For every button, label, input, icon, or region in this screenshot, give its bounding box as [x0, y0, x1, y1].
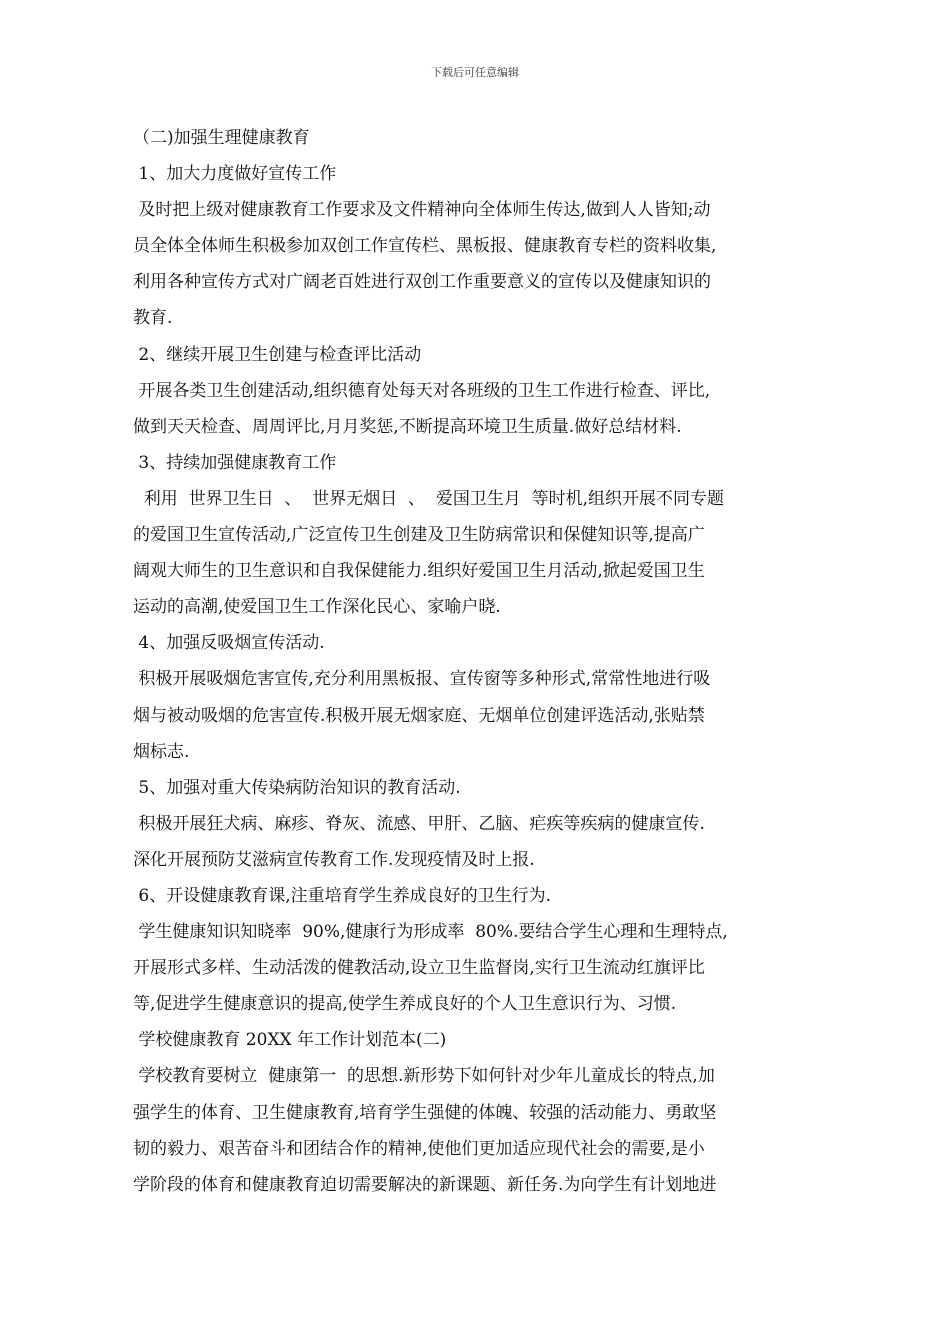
- paragraph-line: 韧的毅力、艰苦奋斗和团结合作的精神,使他们更加适应现代社会的需要,是小: [133, 1138, 705, 1159]
- paragraph-line: 做到天天检查、周周评比,月月奖惩,不断提高环境卫生质量.做好总结材料.: [133, 416, 682, 437]
- paragraph-line: 开展形式多样、生动活泼的健教活动,设立卫生监督岗,实行卫生流动红旗评比: [133, 958, 705, 979]
- paragraph-line: 学校教育要树立 健康第一 的思想.新形势下如何针对少年儿童成长的特点,加: [133, 1066, 715, 1087]
- paragraph-line: 学阶段的体育和健康教育迫切需要解决的新课题、新任务.为向学生有计划地进: [133, 1174, 717, 1195]
- paragraph-line: 烟标志.: [133, 741, 190, 762]
- paragraph-line: 等,促进学生健康意识的提高,使学生养成良好的个人卫生意识行为、习惯.: [133, 994, 677, 1015]
- item-heading-1: 1、加大力度做好宣传工作: [133, 164, 337, 185]
- paragraph-line: 烟与被动吸烟的危害宣传.积极开展无烟家庭、无烟单位创建评选活动,张贴禁: [133, 705, 705, 726]
- paragraph-line: 阔观大师生的卫生意识和自我保健能力.组织好爱国卫生月活动,掀起爱国卫生: [133, 561, 705, 582]
- paragraph-line: 员全体全体师生积极参加双创工作宣传栏、黑板报、健康教育专栏的资料收集,: [133, 236, 717, 257]
- paragraph-line: 教育.: [133, 308, 173, 329]
- paragraph-line: 积极开展吸烟危害宣传,充分利用黑板报、宣传窗等多种形式,常常性地进行吸: [133, 669, 711, 690]
- paragraph-line: 深化开展预防艾滋病宣传教育工作.发现疫情及时上报.: [133, 849, 535, 870]
- item-heading-5: 5、加强对重大传染病防治知识的教育活动.: [133, 777, 461, 798]
- paragraph-line: 的爱国卫生宣传活动,广泛宣传卫生创建及卫生防病常识和保健知识等,提高广: [133, 525, 705, 546]
- item-heading-6: 6、开设健康教育课,注重培育学生养成良好的卫生行为.: [133, 885, 552, 906]
- paragraph-line: 强学生的体育、卫生健康教育,培育学生强健的体魄、较强的活动能力、勇敢坚: [133, 1102, 717, 1123]
- paragraph-line: 积极开展狂犬病、麻疹、脊灰、流感、甲肝、乙脑、疟疾等疾病的健康宣传.: [133, 813, 705, 834]
- page-header-note: 下载后可任意编辑: [431, 66, 519, 79]
- paragraph-line: 运动的高潮,使爱国卫生工作深化民心、家喻户晓.: [133, 597, 501, 618]
- item-heading-3: 3、持续加强健康教育工作: [133, 452, 337, 473]
- item-heading-4: 4、加强反吸烟宣传活动.: [133, 633, 325, 654]
- document-body: [133, 120, 813, 1203]
- section-heading: （二)加强生理健康教育: [133, 128, 310, 148]
- paragraph-line: 学生健康知识知晓率 90%,健康行为形成率 80%.要结合学生心理和生理特点,: [133, 922, 728, 943]
- paragraph-line: 利用 世界卫生日 、 世界无烟日 、 爱国卫生月 等时机,组织开展不同专题: [133, 488, 725, 509]
- paragraph-line: 开展各类卫生创建活动,组织德育处每天对各班级的卫生工作进行检查、评比,: [133, 380, 711, 401]
- paragraph-line: 利用各种宣传方式对广阔老百姓进行双创工作重要意义的宣传以及健康知识的: [133, 272, 711, 293]
- item-heading-2: 2、继续开展卫生创建与检查评比活动: [133, 344, 422, 365]
- document-section-title: 学校健康教育 20XX 年工作计划范本(二): [133, 1030, 447, 1051]
- paragraph-line: 及时把上级对健康教育工作要求及文件精神向全体师生传达,做到人人皆知;动: [133, 200, 711, 221]
